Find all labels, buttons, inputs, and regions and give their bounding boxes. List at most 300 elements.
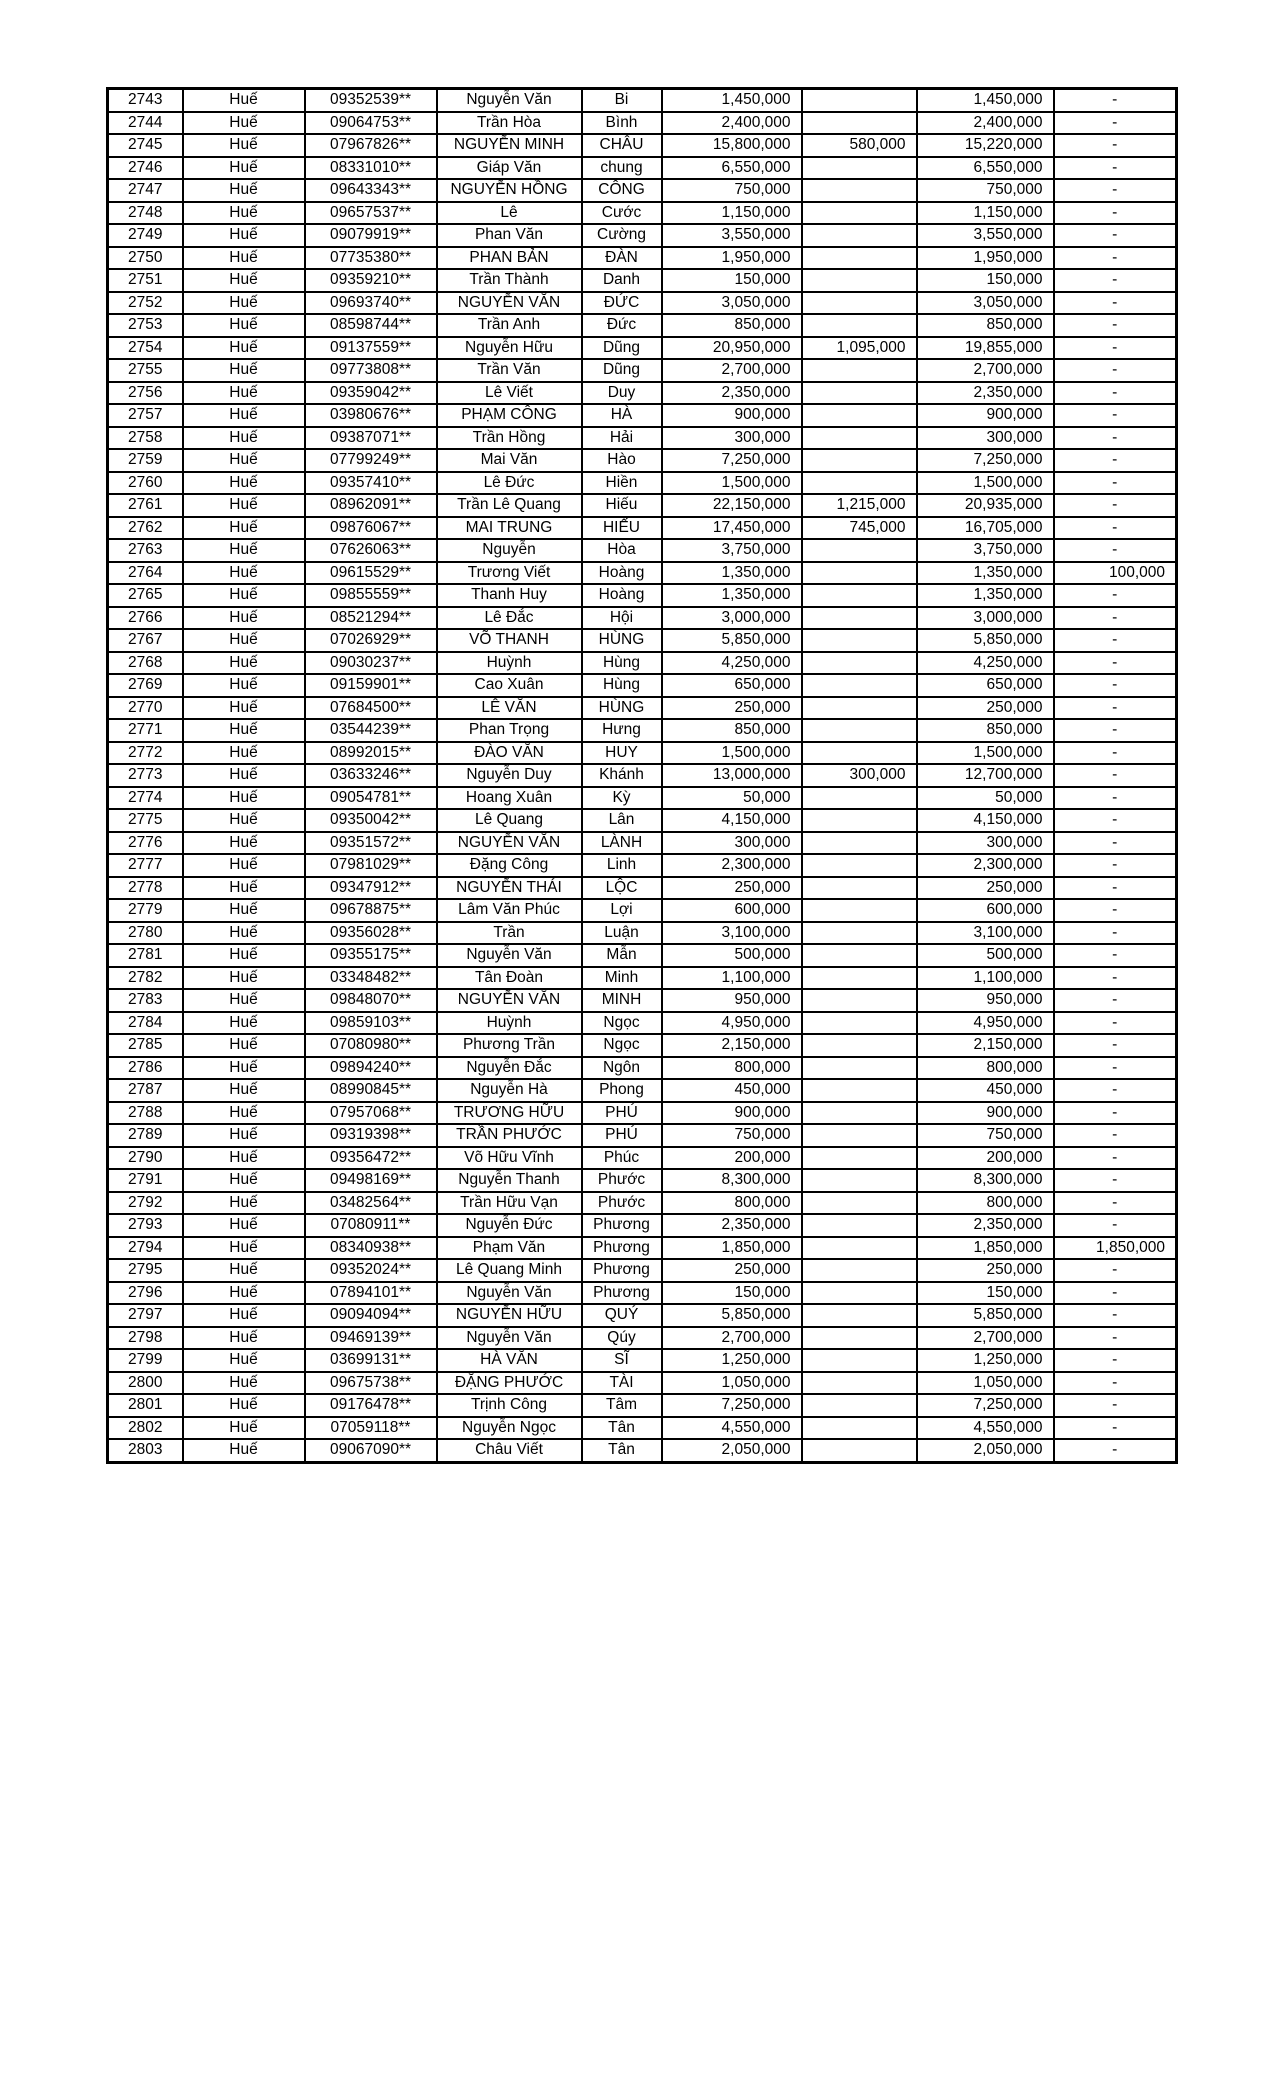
province-cell: Huế: [183, 1214, 305, 1237]
row-id-cell: 2753: [108, 314, 183, 337]
deduction-amount-cell: [802, 179, 917, 202]
gross-amount-cell: 150,000: [662, 269, 802, 292]
net-amount-cell: 150,000: [917, 1282, 1054, 1305]
net-amount-cell: 16,705,000: [917, 517, 1054, 540]
deduction-amount-cell: 1,095,000: [802, 337, 917, 360]
table-row: [108, 1192, 1177, 1215]
net-amount-cell: 250,000: [917, 1259, 1054, 1282]
gross-amount-cell: 450,000: [662, 1079, 802, 1102]
extra-amount-cell: -: [1054, 382, 1177, 405]
gross-amount-cell: 1,150,000: [662, 202, 802, 225]
gross-amount-cell: 250,000: [662, 697, 802, 720]
gross-amount-cell: 17,450,000: [662, 517, 802, 540]
given-name-cell: ĐỨC: [582, 292, 662, 315]
net-amount-cell: 5,850,000: [917, 629, 1054, 652]
province-cell: Huế: [183, 899, 305, 922]
extra-amount-cell: -: [1054, 1259, 1177, 1282]
given-name-cell: Phong: [582, 1079, 662, 1102]
middle-name-cell: TRƯƠNG HỮU: [437, 1102, 582, 1125]
net-amount-cell: 2,150,000: [917, 1034, 1054, 1057]
phone-masked-cell: 07626063**: [305, 539, 437, 562]
row-id-cell: 2782: [108, 967, 183, 990]
given-name-cell: CÔNG: [582, 179, 662, 202]
phone-masked-cell: 03348482**: [305, 967, 437, 990]
net-amount-cell: 1,350,000: [917, 584, 1054, 607]
gross-amount-cell: 2,350,000: [662, 1214, 802, 1237]
middle-name-cell: Trần Lê Quang: [437, 494, 582, 517]
extra-amount-cell: -: [1054, 337, 1177, 360]
middle-name-cell: Lê Quang Minh: [437, 1259, 582, 1282]
row-id-cell: 2796: [108, 1282, 183, 1305]
row-id-cell: 2773: [108, 764, 183, 787]
phone-masked-cell: 09773808**: [305, 359, 437, 382]
extra-amount-cell: -: [1054, 1327, 1177, 1350]
gross-amount-cell: 7,250,000: [662, 1394, 802, 1417]
province-cell: Huế: [183, 1124, 305, 1147]
province-cell: Huế: [183, 1282, 305, 1305]
deduction-amount-cell: [802, 382, 917, 405]
extra-amount-cell: -: [1054, 1372, 1177, 1395]
given-name-cell: Hiếu: [582, 494, 662, 517]
table-row: [108, 359, 1177, 382]
table-row: [108, 809, 1177, 832]
table-row: [108, 1417, 1177, 1440]
middle-name-cell: Nguyễn: [437, 539, 582, 562]
gross-amount-cell: 250,000: [662, 1259, 802, 1282]
phone-masked-cell: 03980676**: [305, 404, 437, 427]
row-id-cell: 2780: [108, 922, 183, 945]
phone-masked-cell: 09137559**: [305, 337, 437, 360]
net-amount-cell: 1,500,000: [917, 472, 1054, 495]
table-row: [108, 89, 1177, 112]
gross-amount-cell: 200,000: [662, 1147, 802, 1170]
extra-amount-cell: -: [1054, 787, 1177, 810]
extra-amount-cell: -: [1054, 89, 1177, 112]
row-id-cell: 2755: [108, 359, 183, 382]
gross-amount-cell: 3,050,000: [662, 292, 802, 315]
net-amount-cell: 2,700,000: [917, 359, 1054, 382]
row-id-cell: 2764: [108, 562, 183, 585]
middle-name-cell: Nguyễn Văn: [437, 1282, 582, 1305]
extra-amount-cell: -: [1054, 202, 1177, 225]
table-row: [108, 472, 1177, 495]
table-row: [108, 427, 1177, 450]
given-name-cell: Hòa: [582, 539, 662, 562]
table-row: [108, 1124, 1177, 1147]
table-row: [108, 1259, 1177, 1282]
given-name-cell: Linh: [582, 854, 662, 877]
phone-masked-cell: 08521294**: [305, 607, 437, 630]
deduction-amount-cell: [802, 1394, 917, 1417]
phone-masked-cell: 09848070**: [305, 989, 437, 1012]
extra-amount-cell: -: [1054, 404, 1177, 427]
deduction-amount-cell: [802, 1417, 917, 1440]
province-cell: Huế: [183, 179, 305, 202]
middle-name-cell: Nguyễn Duy: [437, 764, 582, 787]
row-id-cell: 2798: [108, 1327, 183, 1350]
deduction-amount-cell: [802, 1372, 917, 1395]
net-amount-cell: 500,000: [917, 944, 1054, 967]
gross-amount-cell: 850,000: [662, 719, 802, 742]
phone-masked-cell: 09643343**: [305, 179, 437, 202]
table-row: [108, 269, 1177, 292]
province-cell: Huế: [183, 674, 305, 697]
phone-masked-cell: 09876067**: [305, 517, 437, 540]
gross-amount-cell: 250,000: [662, 877, 802, 900]
given-name-cell: TÀI: [582, 1372, 662, 1395]
extra-amount-cell: -: [1054, 719, 1177, 742]
row-id-cell: 2801: [108, 1394, 183, 1417]
phone-masked-cell: 09030237**: [305, 652, 437, 675]
table-row: [108, 719, 1177, 742]
middle-name-cell: Hoang Xuân: [437, 787, 582, 810]
row-id-cell: 2768: [108, 652, 183, 675]
middle-name-cell: Trần Hữu Vạn: [437, 1192, 582, 1215]
gross-amount-cell: 3,000,000: [662, 607, 802, 630]
net-amount-cell: 1,150,000: [917, 202, 1054, 225]
given-name-cell: Khánh: [582, 764, 662, 787]
extra-amount-cell: -: [1054, 1012, 1177, 1035]
net-amount-cell: 200,000: [917, 1147, 1054, 1170]
phone-masked-cell: 09352024**: [305, 1259, 437, 1282]
extra-amount-cell: -: [1054, 944, 1177, 967]
table-row: [108, 562, 1177, 585]
extra-amount-cell: 100,000: [1054, 562, 1177, 585]
table-row: [108, 787, 1177, 810]
row-id-cell: 2791: [108, 1169, 183, 1192]
phone-masked-cell: 07981029**: [305, 854, 437, 877]
province-cell: Huế: [183, 427, 305, 450]
extra-amount-cell: -: [1054, 539, 1177, 562]
extra-amount-cell: -: [1054, 854, 1177, 877]
table-row: [108, 877, 1177, 900]
gross-amount-cell: 900,000: [662, 404, 802, 427]
gross-amount-cell: 6,550,000: [662, 157, 802, 180]
middle-name-cell: Nguyễn Hữu: [437, 337, 582, 360]
table-row: [108, 494, 1177, 517]
gross-amount-cell: 750,000: [662, 179, 802, 202]
table-row: [108, 1147, 1177, 1170]
phone-masked-cell: 07799249**: [305, 449, 437, 472]
province-cell: Huế: [183, 719, 305, 742]
middle-name-cell: VÕ THANH: [437, 629, 582, 652]
province-cell: Huế: [183, 134, 305, 157]
row-id-cell: 2793: [108, 1214, 183, 1237]
net-amount-cell: 4,550,000: [917, 1417, 1054, 1440]
middle-name-cell: Lê Viết: [437, 382, 582, 405]
middle-name-cell: Huỳnh: [437, 652, 582, 675]
middle-name-cell: HÀ VĂN: [437, 1349, 582, 1372]
middle-name-cell: Châu Viết: [437, 1439, 582, 1462]
table-row: [108, 157, 1177, 180]
row-id-cell: 2800: [108, 1372, 183, 1395]
row-id-cell: 2787: [108, 1079, 183, 1102]
table-row: [108, 292, 1177, 315]
net-amount-cell: 8,300,000: [917, 1169, 1054, 1192]
middle-name-cell: Nguyễn Văn: [437, 944, 582, 967]
middle-name-cell: Cao Xuân: [437, 674, 582, 697]
middle-name-cell: NGUYỄN HỒNG: [437, 179, 582, 202]
given-name-cell: HUY: [582, 742, 662, 765]
gross-amount-cell: 5,850,000: [662, 629, 802, 652]
net-amount-cell: 850,000: [917, 314, 1054, 337]
deduction-amount-cell: [802, 247, 917, 270]
province-cell: Huế: [183, 877, 305, 900]
net-amount-cell: 800,000: [917, 1192, 1054, 1215]
phone-masked-cell: 09159901**: [305, 674, 437, 697]
gross-amount-cell: 1,850,000: [662, 1237, 802, 1260]
row-id-cell: 2776: [108, 832, 183, 855]
table-row: [108, 202, 1177, 225]
gross-amount-cell: 1,100,000: [662, 967, 802, 990]
extra-amount-cell: -: [1054, 742, 1177, 765]
deduction-amount-cell: [802, 449, 917, 472]
middle-name-cell: Võ Hữu Vĩnh: [437, 1147, 582, 1170]
table-row: [108, 1349, 1177, 1372]
row-id-cell: 2786: [108, 1057, 183, 1080]
middle-name-cell: Trần Hồng: [437, 427, 582, 450]
extra-amount-cell: -: [1054, 674, 1177, 697]
given-name-cell: Lợi: [582, 899, 662, 922]
given-name-cell: Hoàng: [582, 562, 662, 585]
province-cell: Huế: [183, 1034, 305, 1057]
given-name-cell: Minh: [582, 967, 662, 990]
deduction-amount-cell: [802, 539, 917, 562]
given-name-cell: Phúc: [582, 1147, 662, 1170]
gross-amount-cell: 1,500,000: [662, 742, 802, 765]
province-cell: Huế: [183, 202, 305, 225]
phone-masked-cell: 07967826**: [305, 134, 437, 157]
deduction-amount-cell: [802, 202, 917, 225]
row-id-cell: 2747: [108, 179, 183, 202]
phone-masked-cell: 07026929**: [305, 629, 437, 652]
table-row: [108, 742, 1177, 765]
table-row: [108, 1214, 1177, 1237]
row-id-cell: 2778: [108, 877, 183, 900]
deduction-amount-cell: [802, 922, 917, 945]
net-amount-cell: 2,300,000: [917, 854, 1054, 877]
province-cell: Huế: [183, 1057, 305, 1080]
phone-masked-cell: 09894240**: [305, 1057, 437, 1080]
table-row: [108, 1439, 1177, 1462]
deduction-amount-cell: [802, 1192, 917, 1215]
given-name-cell: Dũng: [582, 359, 662, 382]
middle-name-cell: NGUYỄN MINH: [437, 134, 582, 157]
middle-name-cell: ĐẶNG PHƯỚC: [437, 1372, 582, 1395]
phone-masked-cell: 03699131**: [305, 1349, 437, 1372]
extra-amount-cell: -: [1054, 652, 1177, 675]
phone-masked-cell: 08598744**: [305, 314, 437, 337]
given-name-cell: Hùng: [582, 652, 662, 675]
gross-amount-cell: 5,850,000: [662, 1304, 802, 1327]
gross-amount-cell: 900,000: [662, 1102, 802, 1125]
extra-amount-cell: -: [1054, 292, 1177, 315]
province-cell: Huế: [183, 787, 305, 810]
net-amount-cell: 650,000: [917, 674, 1054, 697]
middle-name-cell: Lê Đức: [437, 472, 582, 495]
row-id-cell: 2759: [108, 449, 183, 472]
given-name-cell: CHÂU: [582, 134, 662, 157]
province-cell: Huế: [183, 832, 305, 855]
row-id-cell: 2743: [108, 89, 183, 112]
phone-masked-cell: 03544239**: [305, 719, 437, 742]
middle-name-cell: Đặng Công: [437, 854, 582, 877]
extra-amount-cell: -: [1054, 922, 1177, 945]
row-id-cell: 2749: [108, 224, 183, 247]
net-amount-cell: 3,100,000: [917, 922, 1054, 945]
middle-name-cell: Lâm Văn Phúc: [437, 899, 582, 922]
row-id-cell: 2765: [108, 584, 183, 607]
given-name-cell: HÙNG: [582, 697, 662, 720]
middle-name-cell: NGUYỄN VĂN: [437, 292, 582, 315]
table-row: [108, 1372, 1177, 1395]
province-cell: Huế: [183, 1102, 305, 1125]
phone-masked-cell: 09657537**: [305, 202, 437, 225]
table-row: [108, 517, 1177, 540]
province-cell: Huế: [183, 517, 305, 540]
deduction-amount-cell: 745,000: [802, 517, 917, 540]
table-row: [108, 1102, 1177, 1125]
net-amount-cell: 1,350,000: [917, 562, 1054, 585]
extra-amount-cell: -: [1054, 359, 1177, 382]
table-row: [108, 697, 1177, 720]
extra-amount-cell: -: [1054, 629, 1177, 652]
given-name-cell: Bình: [582, 112, 662, 135]
middle-name-cell: Phạm Văn: [437, 1237, 582, 1260]
row-id-cell: 2763: [108, 539, 183, 562]
given-name-cell: Kỳ: [582, 787, 662, 810]
phone-masked-cell: 07957068**: [305, 1102, 437, 1125]
table-row: [108, 112, 1177, 135]
middle-name-cell: Trần Văn: [437, 359, 582, 382]
province-cell: Huế: [183, 652, 305, 675]
table-row: [108, 1394, 1177, 1417]
province-cell: Huế: [183, 1327, 305, 1350]
deduction-amount-cell: [802, 112, 917, 135]
middle-name-cell: Trương Viết: [437, 562, 582, 585]
net-amount-cell: 7,250,000: [917, 449, 1054, 472]
gross-amount-cell: 2,400,000: [662, 112, 802, 135]
extra-amount-cell: -: [1054, 1147, 1177, 1170]
row-id-cell: 2746: [108, 157, 183, 180]
middle-name-cell: NGUYỄN THÁI: [437, 877, 582, 900]
row-id-cell: 2790: [108, 1147, 183, 1170]
table-row: [108, 922, 1177, 945]
deduction-amount-cell: 300,000: [802, 764, 917, 787]
province-cell: Huế: [183, 922, 305, 945]
province-cell: Huế: [183, 1417, 305, 1440]
given-name-cell: PHÚ: [582, 1102, 662, 1125]
net-amount-cell: 50,000: [917, 787, 1054, 810]
table-row: [108, 629, 1177, 652]
extra-amount-cell: -: [1054, 494, 1177, 517]
given-name-cell: SĨ: [582, 1349, 662, 1372]
extra-amount-cell: -: [1054, 989, 1177, 1012]
province-cell: Huế: [183, 629, 305, 652]
gross-amount-cell: 3,100,000: [662, 922, 802, 945]
gross-amount-cell: 13,000,000: [662, 764, 802, 787]
middle-name-cell: Nguyễn Văn: [437, 1327, 582, 1350]
given-name-cell: LỘC: [582, 877, 662, 900]
gross-amount-cell: 15,800,000: [662, 134, 802, 157]
table-row: [108, 967, 1177, 990]
given-name-cell: Lân: [582, 809, 662, 832]
net-amount-cell: 1,850,000: [917, 1237, 1054, 1260]
table-row: [108, 1034, 1177, 1057]
net-amount-cell: 1,250,000: [917, 1349, 1054, 1372]
phone-masked-cell: 09678875**: [305, 899, 437, 922]
deduction-amount-cell: [802, 1012, 917, 1035]
deduction-amount-cell: [802, 427, 917, 450]
net-amount-cell: 3,000,000: [917, 607, 1054, 630]
table-row: [108, 584, 1177, 607]
province-cell: Huế: [183, 562, 305, 585]
table-body: [108, 89, 1177, 1463]
middle-name-cell: Trịnh Công: [437, 1394, 582, 1417]
deduction-amount-cell: [802, 967, 917, 990]
given-name-cell: Duy: [582, 382, 662, 405]
deduction-amount-cell: [802, 989, 917, 1012]
middle-name-cell: Phan Văn: [437, 224, 582, 247]
row-id-cell: 2799: [108, 1349, 183, 1372]
phone-masked-cell: 07894101**: [305, 1282, 437, 1305]
province-cell: Huế: [183, 247, 305, 270]
province-cell: Huế: [183, 112, 305, 135]
gross-amount-cell: 3,750,000: [662, 539, 802, 562]
middle-name-cell: Trần Thành: [437, 269, 582, 292]
deduction-amount-cell: [802, 742, 917, 765]
gross-amount-cell: 800,000: [662, 1057, 802, 1080]
phone-masked-cell: 08962091**: [305, 494, 437, 517]
phone-masked-cell: 08340938**: [305, 1237, 437, 1260]
deduction-amount-cell: [802, 944, 917, 967]
table-row: [108, 1057, 1177, 1080]
net-amount-cell: 5,850,000: [917, 1304, 1054, 1327]
province-cell: Huế: [183, 89, 305, 112]
extra-amount-cell: -: [1054, 967, 1177, 990]
extra-amount-cell: -: [1054, 607, 1177, 630]
province-cell: Huế: [183, 607, 305, 630]
province-cell: Huế: [183, 292, 305, 315]
middle-name-cell: Nguyễn Thanh: [437, 1169, 582, 1192]
gross-amount-cell: 750,000: [662, 1124, 802, 1147]
province-cell: Huế: [183, 1147, 305, 1170]
middle-name-cell: Lê: [437, 202, 582, 225]
deduction-amount-cell: [802, 854, 917, 877]
phone-masked-cell: 08992015**: [305, 742, 437, 765]
extra-amount-cell: -: [1054, 764, 1177, 787]
given-name-cell: HIẾU: [582, 517, 662, 540]
row-id-cell: 2794: [108, 1237, 183, 1260]
deduction-amount-cell: [802, 1259, 917, 1282]
province-cell: Huế: [183, 224, 305, 247]
table-row: [108, 179, 1177, 202]
row-id-cell: 2771: [108, 719, 183, 742]
row-id-cell: 2789: [108, 1124, 183, 1147]
deduction-amount-cell: 1,215,000: [802, 494, 917, 517]
row-id-cell: 2785: [108, 1034, 183, 1057]
phone-masked-cell: 09350042**: [305, 809, 437, 832]
deduction-amount-cell: [802, 359, 917, 382]
row-id-cell: 2750: [108, 247, 183, 270]
net-amount-cell: 3,550,000: [917, 224, 1054, 247]
province-cell: Huế: [183, 1394, 305, 1417]
given-name-cell: Phước: [582, 1169, 662, 1192]
province-cell: Huế: [183, 337, 305, 360]
table-row: [108, 944, 1177, 967]
row-id-cell: 2744: [108, 112, 183, 135]
extra-amount-cell: -: [1054, 472, 1177, 495]
